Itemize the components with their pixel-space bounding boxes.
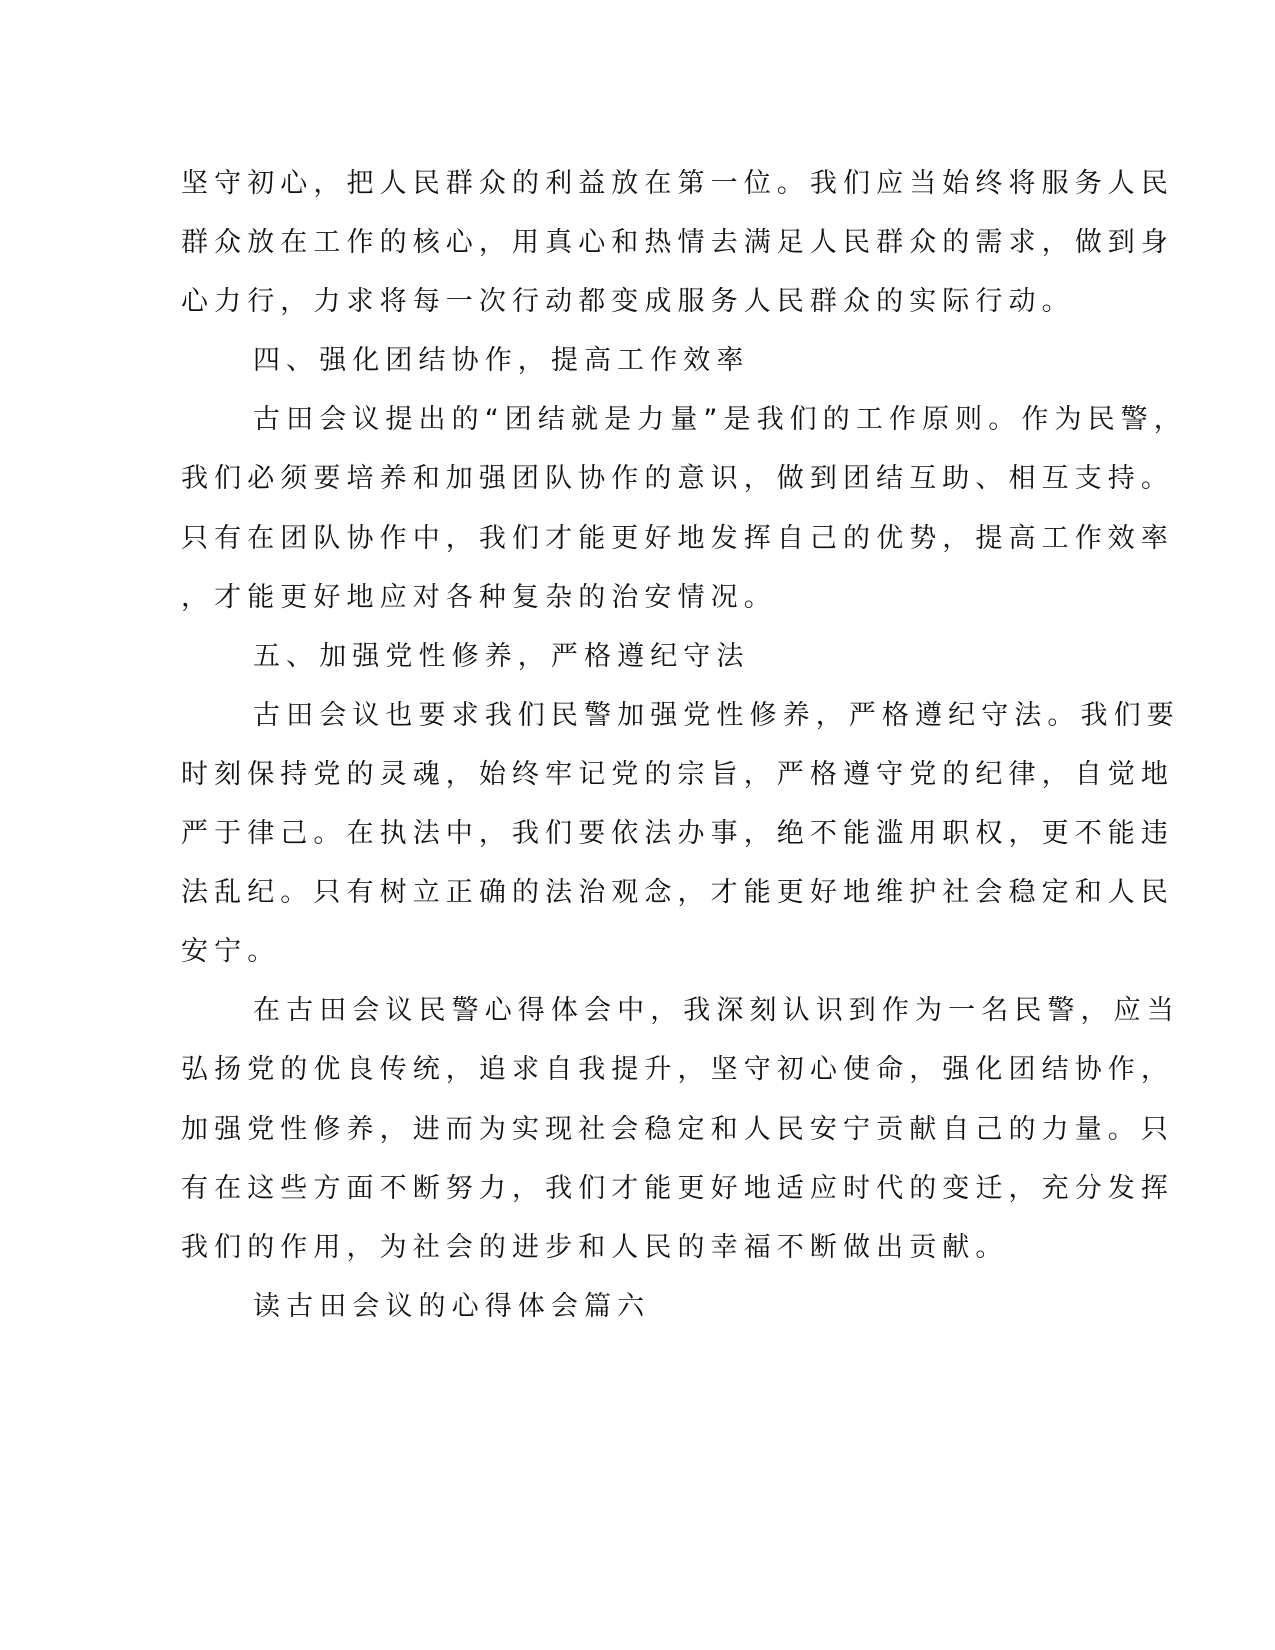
text-line: ，才能更好地应对各种复杂的治安情况。 — [181, 581, 777, 613]
paragraph-start-line: 古田会议也要求我们民警加强党性修养，严格遵纪守法。我们要 — [253, 699, 1180, 731]
text-line: 时刻保持党的灵魂，始终牢记党的宗旨，严格遵守党的纪律，自觉地 — [181, 758, 1174, 790]
text-line: 法乱纪。只有树立正确的法治观念，才能更好地维护社会稳定和人民 — [181, 877, 1174, 909]
section-heading: 四、强化团结协作，提高工作效率 — [253, 345, 750, 377]
paragraph-start-line: 在古田会议民警心得体会中，我深刻认识到作为一名民警，应当 — [253, 995, 1180, 1027]
text-line: 我们必须要培养和加强团队协作的意识，做到团结互助、相互支持。 — [181, 463, 1174, 495]
text-line: 群众放在工作的核心，用真心和热情去满足人民群众的需求，做到身 — [181, 227, 1174, 259]
text-line: 弘扬党的优良传统，追求自我提升，坚守初心使命，强化团结协作， — [181, 1054, 1174, 1086]
text-line: 心力行，力求将每一次行动都变成服务人民群众的实际行动。 — [181, 286, 1075, 318]
text-line: 有在这些方面不断努力，我们才能更好地适应时代的变迁，充分发挥 — [181, 1172, 1174, 1204]
text-line: 严于律己。在执法中，我们要依法办事，绝不能滥用职权，更不能违 — [181, 818, 1174, 850]
text-line: 加强党性修养，进而为实现社会稳定和人民安宁贡献自己的力量。只 — [181, 1113, 1174, 1145]
section-heading: 五、加强党性修养，严格遵纪守法 — [253, 640, 750, 672]
text-line: 安宁。 — [181, 936, 281, 968]
text-line: 我们的作用，为社会的进步和人民的幸福不断做出贡献。 — [181, 1231, 1009, 1263]
text-line: 坚守初心，把人民群众的利益放在第一位。我们应当始终将服务人民 — [181, 168, 1174, 199]
section-heading: 读古田会议的心得体会篇六 — [253, 1290, 651, 1322]
text-line: 只有在团队协作中，我们才能更好地发挥自己的优势，提高工作效率 — [181, 522, 1174, 554]
body-text — [181, 154, 1187, 1336]
paragraph-start-line: 古田会议提出的“团结就是力量”是我们的工作原则。作为民警， — [253, 404, 1187, 436]
